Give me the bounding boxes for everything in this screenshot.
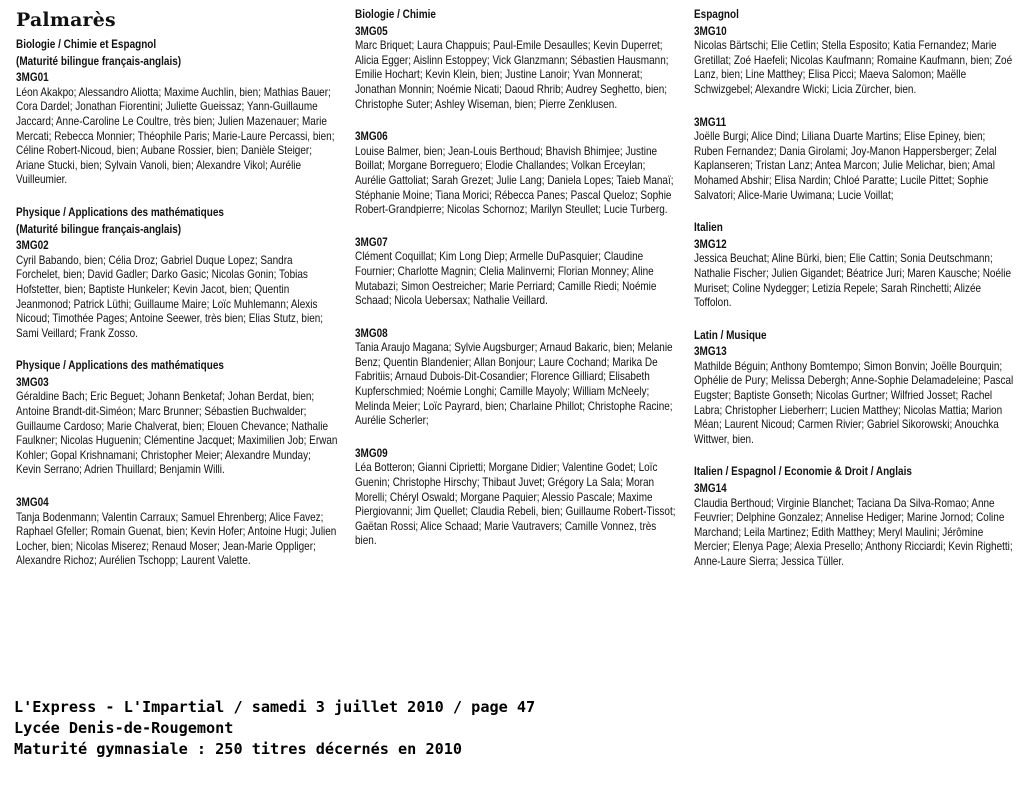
section-3mg14 xyxy=(694,465,1017,569)
section-3mg03 xyxy=(16,359,338,478)
column-2 xyxy=(355,8,678,567)
graduate-names: Léa Botteron; Gianni Ciprietti; Morgane Didier; Valentine Godet; Loïc Guenin; Christophe Hirschy; Thibaut Juvet; Grégory La Sala; Moran Morelli; Chéryl Oswald; Morgane Paquier; Alessio Pascale; Maxime Piergiovanni; Jim Quellet; Claudia Rebeli, bien; Guillaume Robert-Tissot; Gaëtan Rossi; Alice Schaad; Marie Vautravers; Camille Vonnez, très bien. xyxy=(355,461,676,548)
graduate-names: Clément Coquillat; Kim Long Diep; Armelle DuPasquier; Claudine Fournier; Charlotte Magnin; Clelia Malinverni; Florian Monney; Aline Mutabazi; Simon Oestreicher; Marie Perriard; Camille Riedi; Noémie Schaad; Nicola Uebersax; Nathalie Veillard. xyxy=(355,250,657,308)
class-code: 3MG01 xyxy=(16,71,49,85)
section-3mg06 xyxy=(355,130,678,218)
class-code: 3MG09 xyxy=(355,446,388,460)
class-code: 3MG13 xyxy=(694,345,727,359)
class-code: 3MG10 xyxy=(694,24,727,38)
section-heading: Espagnol xyxy=(694,8,739,21)
graduate-names: Nicolas Bärtschi; Elie Cetlin; Stella Esposito; Katia Fernandez; Marie Gretillat; Zoé Haefeli; Nicolas Kaufmann; Romaine Kaufmann, bien; Zoé Lanz, bien; Line Matthey; Elisa Picci; Maeva Salomon; Maëlle Schwizgebel; Alexandre Wicki; Licia Zürcher, bien. xyxy=(694,39,1013,96)
section-heading: Biologie / Chimie xyxy=(355,8,436,21)
section-3mg11 xyxy=(694,116,1017,204)
section-3mg05 xyxy=(355,8,678,112)
column-3 xyxy=(694,8,1017,588)
class-code: 3MG06 xyxy=(355,130,388,144)
graduate-names: Cyril Babando, bien; Célia Droz; Gabriel Duque Lopez; Sandra Forchelet, bien; David Gadler; Darko Gasic; Nicolas Gonin; Tobias Hofstetter, bien; Baptiste Hunkeler; Kevin Jacot, bien; Quentin Jeanmonod; Patrick Lüthi; Guillaume Maire; Loïc Muhlemann; Alexis Nicoud; Timothée Pages; Antoine Seewer, très bien; Elias Stutz, bien; Sami Veillard; Frank Zosso. xyxy=(16,253,324,340)
class-code: 3MG03 xyxy=(16,375,49,389)
graduate-names: Géraldine Bach; Eric Beguet; Johann Benketaf; Johan Berdat, bien; Antoine Brandt-dit-Siméon; Marc Brunner; Sébastien Buchwalder; Guillaume Cardoso; Marie Chalverat, bien; Elouen Chevance; Nathalie Faulkner; Nicolas Huguenin; Clémentine Jacquet; Maximilien Job; Erwan Kohler; Gopal Krishnamani; Christopher Meier; Alexandre Munday; Kevin Serrano; Adrien Thuillard; Benjamin Willi. xyxy=(16,390,338,477)
section-3mg04 xyxy=(16,496,338,569)
graduate-names: Claudia Berthoud; Virginie Blanchet; Taciana Da Silva-Romao; Anne Feuvrier; Delphine Gonzalez; Annelise Hediger; Marine Jornod; Coline Marchand; Leila Martinez; Edith Matthey; Meryl Maulini; Jérômine Mercier; Elenya Page; Alexia Presello; Anthony Ricciardi; Kevin Righetti; Anne-Laure Sierra; Jessica Tüller. xyxy=(694,496,1013,568)
section-3mg07 xyxy=(355,236,678,309)
section-3mg01 xyxy=(16,38,338,188)
section-heading: Physique / Applications des mathématiques xyxy=(16,359,224,373)
class-code: 3MG12 xyxy=(694,237,727,251)
section-heading: Italien xyxy=(694,221,723,235)
section-3mg13 xyxy=(694,329,1017,448)
section-heading: Biologie / Chimie et Espagnol xyxy=(16,38,157,51)
page-title: Palmarès xyxy=(16,9,116,31)
summary-line: Maturité gymnasiale : 250 titres décernés en 2010 xyxy=(14,740,463,758)
graduate-names: Joëlle Burgi; Alice Dind; Liliana Duarte Martins; Elise Epiney, bien; Ruben Fernandez; Dania Girolami; Joy-Manon Happersberger; Zelal Kaplanseren; Tristan Lanz; Antea Marcon; Julie Melichar, bien; Amal Mohamed Abshir; Elisa Nardin; Chloé Paratte; Lucile Pittet; Sophie Salvatori; Alice-Marie Uwimana; Lucie Voillat; xyxy=(694,130,997,202)
section-3mg02 xyxy=(16,206,338,341)
graduate-names: Léon Akakpo; Alessandro Aliotta; Maxime Auchlin, bien; Mathias Bauer; Cora Dardel; Jonathan Fiorentini; Juliette Gueissaz; Yann-Guillaume Jaccard; Anne-Caroline Le Coultre, très bien; Julien Mazenauer; Marie Mercati; Rebecca Monnier; Théophile Paris; Marie-Laure Percassi, bien; Céline Robert-Nicoud, bien; Aubane Rossier, bien; Danièle Steiger; Ariane Stucki, bien; Sylvain Vanoli, bien; Alexandre Vikol; Aurélie Vuilleumier. xyxy=(16,85,335,187)
graduate-names: Mathilde Béguin; Anthony Bomtempo; Simon Bonvin; Joëlle Bourquin; Ophélie de Pury; Melissa Debergh; Anne-Sophie Delamadeleine; Pascal Eugster; Baptiste Gonseth; Nicolas Gurtner; Wilfried Josset; Rachel Labra; Christopher Lieberherr; Lucien Matthey; Nicolas Mattia; Marion Méan; Laurent Nicoud; Carmen Rivier; Gabriel Sikorowski; Anouchka Wittwer, bien. xyxy=(694,359,1014,446)
class-code: 3MG02 xyxy=(16,239,49,253)
class-code: 3MG11 xyxy=(694,115,727,129)
section-heading: Physique / Applications des mathématiques xyxy=(16,205,224,219)
column-1 xyxy=(16,8,338,587)
section-3mg09 xyxy=(355,447,678,549)
section-subheading: (Maturité bilingue français-anglais) xyxy=(16,54,182,68)
section-heading: Latin / Musique xyxy=(694,328,767,342)
class-code: 3MG05 xyxy=(355,24,388,38)
graduate-names: Marc Briquet; Laura Chappuis; Paul-Emile Desaulles; Kevin Duperret; Alicia Egger; Aislinn Estoppey; Vick Glanzmann; Sébastien Hausmann; Emilie Hochart; Kevin Klein, bien; Justine Lanoir; Yvan Monnerat; Jonathan Monnin; Noémie Nicati; Daoud Rhrib; Audrey Seghetto, bien; Christophe Suter; Ashley Wiseman, bien; Pierre Zenklusen. xyxy=(355,39,669,111)
section-subheading: (Maturité bilingue français-anglais) xyxy=(16,222,182,236)
source-line: L'Express - L'Impartial / samedi 3 juillet 2010 / page 47 xyxy=(14,698,536,716)
class-code: 3MG04 xyxy=(16,496,49,510)
school-line: Lycée Denis-de-Rougemont xyxy=(14,719,234,737)
graduate-names: Louise Balmer, bien; Jean-Louis Berthoud; Bhavish Bhimjee; Justine Boillat; Morgane Borreguero; Elodie Challandes; Volkan Erceylan; Aurélie Gattoliat; Sarah Grezet; Julie Lang; Daniela Lopes; Taieb Manaï; Stéphanie Moine; Tiana Morici; Rébecca Panes; Pascal Queloz; Sophie Robert-Grandpierre; Nicolas Schornoz; Marilyn Steullet; Lucie Turberg. xyxy=(355,144,674,217)
class-code: 3MG07 xyxy=(355,235,388,249)
section-heading: Italien / Espagnol / Economie & Droit / Anglais xyxy=(694,465,912,479)
section-3mg12 xyxy=(694,221,1017,311)
graduate-names: Tanja Bodenmann; Valentin Carraux; Samuel Ehrenberg; Alice Favez; Raphael Gfeller; Romain Guenat, bien; Kevin Hofer; Antoine Hugi; Julien Locher, bien; Nicolas Miserez; Renaud Moser; Jean-Marie Oppliger; Alexandre Richoz; Aurélien Tschopp; Laurent Valette. xyxy=(16,510,337,568)
source-caption xyxy=(14,697,535,760)
graduate-names: Jessica Beuchat; Aline Bürki, bien; Elie Cattin; Sonia Deutschmann; Nathalie Fischer; Julien Gigandet; Béatrice Juri; Maren Kausche; Noélie Muriset; Coline Nydegger; Letizia Repele; Sarah Rinchetti; Alizée Toffolon. xyxy=(694,252,1012,310)
section-3mg10 xyxy=(694,8,1017,98)
section-3mg08 xyxy=(355,327,678,429)
class-code: 3MG08 xyxy=(355,326,388,340)
class-code: 3MG14 xyxy=(694,482,727,496)
graduate-names: Tania Araujo Magana; Sylvie Augsburger; Arnaud Bakaric, bien; Melanie Benz; Quentin Blandenier; Allan Bonjour; Laure Cochand; Marika De Fabritiis; Arnaud Dubois-Dit-Cosandier; Florence Gilliard; Elisabeth Kupferschmied; Noémie Longhi; Camille Mayoly; William McNeely; Melinda Meier; Loïc Payrard, bien; Charlaine Phillot; Christophe Racine; Aurélie Scherler; xyxy=(355,341,673,428)
